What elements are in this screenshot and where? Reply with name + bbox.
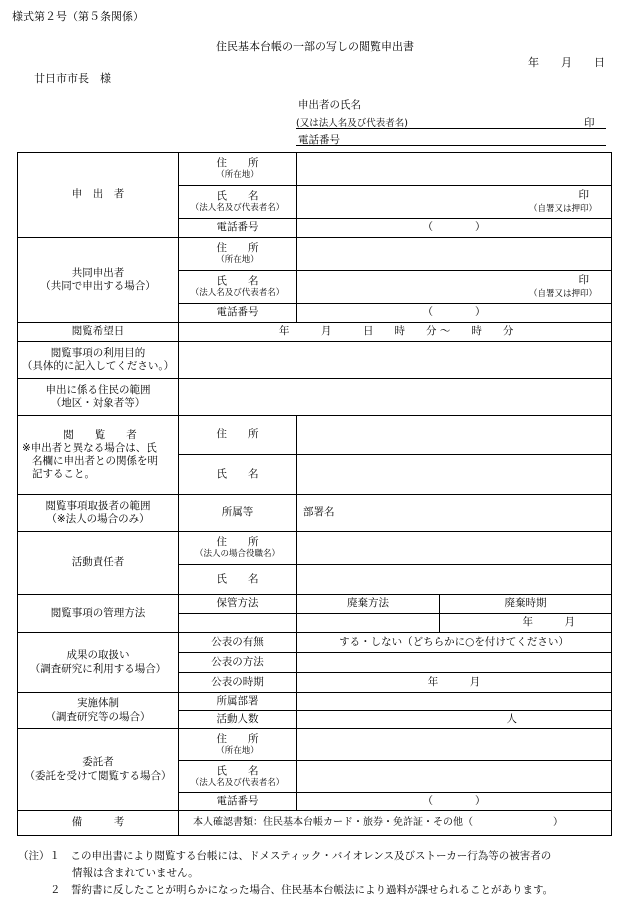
viewer-address-field[interactable] xyxy=(297,416,612,455)
handler-dept-field[interactable]: 部署名 xyxy=(297,495,612,532)
desired-date-field[interactable]: 年 月 日 時 分 〜 時 分 xyxy=(179,323,612,342)
delegator-name-field[interactable] xyxy=(297,761,612,793)
delegator-phone-field[interactable]: （ ） xyxy=(297,793,612,811)
dept-field[interactable] xyxy=(297,693,612,711)
seal-mark: 印 xyxy=(584,117,595,129)
publish-time-label: 公表の時期 xyxy=(179,673,297,693)
dept-label: 所属部署 xyxy=(179,693,297,711)
co-applicant-address-label: 住 所 （所在地） xyxy=(179,238,297,271)
co-applicant-name-label: 氏 名 （法人名及び代表者名） xyxy=(179,271,297,304)
applicant-label: 申 出 者 xyxy=(18,153,179,238)
applicant-name-label-cell: 氏 名 （法人名及び代表者名） xyxy=(179,186,297,219)
handler-dept-label: 所属等 xyxy=(179,495,297,532)
handler-scope-label: 閲覧事項取扱者の範囲 （※法人の場合のみ） xyxy=(18,495,179,532)
applicant-name-field[interactable]: 印 （自署又は押印） xyxy=(297,186,612,219)
disposal-method-field[interactable] xyxy=(297,614,440,633)
remarks-field[interactable]: 本人確認書類：住民基本台帳カード・旅券・免許証・その他（ ） xyxy=(179,811,612,836)
note-2: 誓約書に反したことが明らかになった場合、住民基本台帳法により過料が課せられることがあります。 xyxy=(71,884,554,896)
note-1-cont: 情報は含まれていません。 xyxy=(72,867,199,879)
people-field[interactable]: 人 xyxy=(297,711,612,729)
application-form-table xyxy=(17,152,612,836)
management-label: 閲覧事項の管理方法 xyxy=(18,595,179,633)
applicant-phone-field[interactable]: （ ） xyxy=(297,219,612,238)
disposal-time-field[interactable]: 年 月 xyxy=(440,614,612,633)
applicant-phone-label: 電話番号 xyxy=(179,219,297,238)
activity-head-name-field[interactable] xyxy=(297,565,612,595)
viewer-name-label: 氏 名 xyxy=(179,455,297,495)
co-applicant-address-field[interactable] xyxy=(297,238,612,271)
publish-label: 公表の有無 xyxy=(179,633,297,653)
co-applicant-name-field[interactable]: 印 （自署又は押印） xyxy=(297,271,612,304)
delegator-label: 委託者 （委託を受けて閲覧する場合） xyxy=(18,729,179,811)
people-label: 活動人数 xyxy=(179,711,297,729)
publish-field[interactable]: する・しない（どちらかに○を付けてください） xyxy=(297,633,612,653)
signature-underline xyxy=(296,128,606,129)
remarks-label: 備 考 xyxy=(18,811,179,836)
phone-label: 電話番号 xyxy=(298,134,340,146)
desired-date-label: 閲覧希望日 xyxy=(18,323,179,342)
publish-method-field[interactable] xyxy=(297,653,612,673)
purpose-label: 閲覧事項の利用目的 （具体的に記入してください。） xyxy=(18,342,179,379)
activity-head-name-label: 氏 名 xyxy=(179,565,297,595)
date-line: 年 月 日 xyxy=(528,56,605,69)
note-prefix: （注）１ xyxy=(18,850,60,862)
viewer-name-field[interactable] xyxy=(297,455,612,495)
applicant-address-label: 住 所 （所在地） xyxy=(179,153,297,186)
disposal-time-label: 廃棄時期 xyxy=(440,595,612,614)
co-applicant-label: 共同申出者 （共同で申出する場合） xyxy=(18,238,179,323)
applicant-address-field[interactable] xyxy=(297,153,612,186)
storage-method-field[interactable] xyxy=(179,614,297,633)
delegator-address-label: 住 所 （所在地） xyxy=(179,729,297,761)
delegator-name-label: 氏 名 （法人名及び代表者名） xyxy=(179,761,297,793)
viewer-label: 閲 覧 者 ※申出者と異なる場合は、氏 名欄に申出者との関係を明 記すること。 xyxy=(18,416,179,495)
co-applicant-phone-label: 電話番号 xyxy=(179,304,297,323)
note-2-number: ２ xyxy=(50,884,61,896)
page-title: 住民基本台帳の一部の写しの閲覧申出書 xyxy=(216,40,414,53)
implementation-label: 実施体制 （調査研究等の場合） xyxy=(18,693,179,729)
form-number: 様式第２号（第５条関係） xyxy=(12,10,144,23)
note-1: この申出書により閲覧する台帳には、ドメスティック・バイオレンス及びストーカー行為等の被害者の xyxy=(70,850,552,862)
publish-time-field[interactable]: 年 月 xyxy=(297,673,612,693)
co-applicant-phone-field[interactable]: （ ） xyxy=(297,304,612,323)
delegator-address-field[interactable] xyxy=(297,729,612,761)
activity-head-address-field[interactable] xyxy=(297,532,612,565)
delegator-phone-label: 電話番号 xyxy=(179,793,297,811)
phone-underline xyxy=(296,145,606,146)
publish-method-label: 公表の方法 xyxy=(179,653,297,673)
applicant-name-label: 申出者の氏名 xyxy=(298,99,361,111)
results-label: 成果の取扱い （調査研究に利用する場合） xyxy=(18,633,179,693)
purpose-field[interactable] xyxy=(179,342,612,379)
viewer-address-label: 住 所 xyxy=(179,416,297,455)
activity-head-address-label: 住 所 （法人の場合役職名） xyxy=(179,532,297,565)
range-field[interactable] xyxy=(179,379,612,416)
addressee: 廿日市市長 様 xyxy=(34,72,111,85)
corp-note: (又は法人名及び代表者名) xyxy=(296,118,408,129)
disposal-method-label: 廃棄方法 xyxy=(297,595,440,614)
activity-head-label: 活動責任者 xyxy=(18,532,179,595)
range-label: 申出に係る住民の範囲 （地区・対象者等） xyxy=(18,379,179,416)
storage-method-label: 保管方法 xyxy=(179,595,297,614)
footnotes xyxy=(18,848,553,899)
